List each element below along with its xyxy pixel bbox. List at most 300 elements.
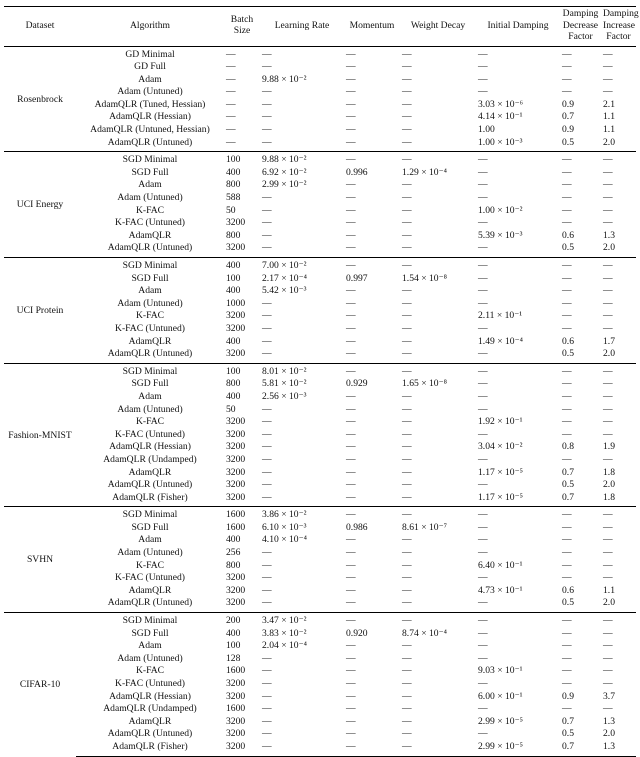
damping-decrease-cell: 0.5 bbox=[562, 136, 574, 148]
initial-damping-cell: — bbox=[476, 363, 560, 378]
algorithm-name: Adam (Untuned) bbox=[117, 547, 183, 559]
batch-size-cell: — bbox=[226, 73, 236, 85]
momentum-cell: — bbox=[346, 390, 356, 402]
initial-damping-cell: — bbox=[478, 547, 488, 559]
initial-damping-cell: 4.14 × 10⁻¹ bbox=[478, 111, 523, 123]
damping-decrease-cell: — bbox=[562, 285, 572, 297]
algorithm-name: SGD Full bbox=[131, 272, 169, 284]
batch-size-cell: 3200 bbox=[226, 348, 246, 360]
algorithm-name: Adam (Untuned) bbox=[117, 403, 183, 415]
batch-size-cell: — bbox=[226, 98, 236, 110]
learning-rate-cell: — bbox=[262, 322, 272, 334]
header-momentum: Momentum bbox=[344, 7, 400, 47]
learning-rate-cell: 9.88 × 10⁻² bbox=[262, 73, 307, 85]
damping-decrease-cell: 0.9 bbox=[562, 124, 574, 136]
initial-damping-cell: — bbox=[478, 192, 488, 204]
momentum-cell: — bbox=[346, 466, 356, 478]
momentum-cell: — bbox=[344, 507, 400, 522]
header-batch-size: Batch Size bbox=[224, 7, 260, 47]
momentum-cell: — bbox=[346, 192, 356, 204]
table-row bbox=[4, 665, 636, 678]
damping-increase-cell: 2.0 bbox=[603, 728, 615, 740]
damping-increase-cell: — bbox=[603, 192, 613, 204]
algorithm-name: K-FAC bbox=[135, 665, 165, 677]
table-row bbox=[4, 152, 636, 167]
algorithm-name: K-FAC bbox=[135, 310, 165, 322]
learning-rate-cell: — bbox=[262, 715, 272, 727]
initial-damping-cell: 4.73 × 10⁻¹ bbox=[478, 584, 523, 596]
momentum-cell: — bbox=[346, 572, 356, 584]
table-row bbox=[4, 323, 636, 336]
batch-size-cell: 400 bbox=[226, 627, 241, 639]
batch-size-cell: 800 bbox=[226, 559, 241, 571]
algorithm-name: SGD Full bbox=[131, 166, 169, 178]
damping-decrease-cell: 0.5 bbox=[562, 597, 574, 609]
momentum-cell: — bbox=[346, 310, 356, 322]
weight-decay-cell: — bbox=[402, 73, 412, 85]
algorithm-name: AdamQLR (Hessian) bbox=[109, 441, 191, 453]
damping-decrease-cell: 0.5 bbox=[562, 479, 574, 491]
damping-decrease-cell: — bbox=[560, 507, 601, 522]
algorithm-name: AdamQLR (Tuned, Hessian) bbox=[94, 98, 206, 110]
damping-decrease-cell: 0.7 bbox=[562, 491, 574, 503]
damping-decrease-cell: 0.6 bbox=[562, 335, 574, 347]
damping-decrease-cell: — bbox=[562, 272, 572, 284]
initial-damping-cell: 1.00 × 10⁻³ bbox=[478, 136, 523, 148]
table-row bbox=[4, 99, 636, 112]
learning-rate-cell: — bbox=[262, 61, 272, 73]
damping-increase-cell: 1.3 bbox=[603, 715, 615, 727]
damping-increase-cell: — bbox=[603, 310, 613, 322]
algorithm-name: AdamQLR (Fisher) bbox=[76, 741, 224, 756]
algorithm-name: K-FAC bbox=[135, 559, 165, 571]
initial-damping-cell: — bbox=[476, 507, 560, 522]
damping-increase-cell: 2.0 bbox=[603, 479, 615, 491]
damping-increase-cell: — bbox=[603, 559, 613, 571]
batch-size-cell: 100 bbox=[224, 152, 260, 167]
batch-size-cell: 50 bbox=[226, 403, 236, 415]
algorithm-name: Adam (Untuned) bbox=[117, 192, 183, 204]
learning-rate-cell: — bbox=[262, 348, 272, 360]
weight-decay-cell: — bbox=[402, 179, 412, 191]
table-row bbox=[4, 404, 636, 417]
table-row bbox=[4, 691, 636, 704]
batch-size-cell: — bbox=[226, 61, 236, 73]
damping-decrease-cell: — bbox=[562, 310, 572, 322]
damping-increase-cell: — bbox=[601, 613, 636, 628]
initial-damping-cell: 3.04 × 10⁻² bbox=[478, 441, 523, 453]
damping-increase-cell: — bbox=[603, 73, 613, 85]
momentum-cell: — bbox=[346, 597, 356, 609]
damping-increase-cell: 2.0 bbox=[603, 242, 615, 254]
momentum-cell: — bbox=[346, 242, 356, 254]
weight-decay-cell: — bbox=[402, 297, 412, 309]
table-row bbox=[4, 124, 636, 137]
algorithm-name: K-FAC (Untuned) bbox=[115, 678, 185, 689]
momentum-cell: — bbox=[346, 322, 356, 334]
learning-rate-cell: — bbox=[262, 572, 272, 584]
damping-decrease-cell: — bbox=[562, 61, 572, 73]
batch-size-cell: 800 bbox=[226, 229, 241, 241]
momentum-cell: — bbox=[344, 613, 400, 628]
batch-size-cell: 3200 bbox=[226, 572, 246, 584]
damping-decrease-cell: — bbox=[562, 572, 572, 584]
initial-damping-cell: — bbox=[478, 348, 488, 360]
weight-decay-cell: — bbox=[400, 741, 476, 756]
table-row bbox=[4, 454, 636, 467]
table-row bbox=[4, 230, 636, 243]
batch-size-cell: 100 bbox=[224, 363, 260, 378]
table-row bbox=[4, 560, 636, 573]
table-row bbox=[4, 479, 636, 492]
damping-increase-cell: — bbox=[603, 534, 613, 546]
table-header bbox=[4, 7, 639, 47]
momentum-cell: — bbox=[346, 61, 356, 73]
momentum-cell: — bbox=[346, 124, 356, 136]
learning-rate-cell: 2.56 × 10⁻³ bbox=[262, 390, 307, 402]
learning-rate-cell: — bbox=[262, 678, 272, 689]
header-learning-rate: Learning Rate bbox=[260, 7, 344, 47]
batch-size-cell: 3200 bbox=[226, 728, 246, 740]
table-row bbox=[4, 111, 636, 124]
dataset-group bbox=[4, 46, 636, 152]
damping-decrease-cell: — bbox=[560, 258, 601, 273]
algorithm-name: Adam bbox=[138, 73, 162, 85]
table-row bbox=[4, 492, 636, 507]
damping-decrease-cell: — bbox=[560, 363, 601, 378]
table-row bbox=[4, 597, 636, 612]
weight-decay-cell: — bbox=[402, 678, 412, 689]
weight-decay-cell: — bbox=[402, 229, 412, 241]
weight-decay-cell: — bbox=[402, 728, 412, 740]
damping-increase-cell: 1.7 bbox=[603, 335, 615, 347]
table-row bbox=[4, 273, 636, 286]
algorithm-name: K-FAC bbox=[135, 204, 165, 216]
batch-size-cell: — bbox=[226, 111, 236, 123]
damping-increase-cell: 1.9 bbox=[603, 441, 615, 453]
weight-decay-cell: 1.65 × 10⁻⁸ bbox=[402, 378, 447, 390]
weight-decay-cell: — bbox=[402, 285, 412, 297]
damping-decrease-cell: — bbox=[562, 179, 572, 191]
table-row bbox=[4, 653, 636, 666]
table-row bbox=[4, 728, 636, 741]
batch-size-cell: 1600 bbox=[226, 521, 246, 533]
algorithm-name: AdamQLR bbox=[128, 715, 172, 727]
damping-increase-cell: — bbox=[601, 507, 636, 522]
damping-decrease-cell: 0.7 bbox=[562, 111, 574, 123]
table-row bbox=[4, 205, 636, 218]
initial-damping-cell: 1.00 bbox=[478, 124, 495, 136]
initial-damping-cell: — bbox=[478, 640, 488, 652]
weight-decay-cell: — bbox=[402, 640, 412, 652]
learning-rate-cell: 8.01 × 10⁻² bbox=[260, 363, 344, 378]
damping-decrease-cell: — bbox=[560, 613, 601, 628]
table-row bbox=[4, 416, 636, 429]
batch-size-cell: — bbox=[226, 48, 236, 60]
batch-size-cell: 1600 bbox=[224, 507, 260, 522]
weight-decay-cell: — bbox=[402, 453, 412, 465]
learning-rate-cell: — bbox=[262, 441, 272, 453]
learning-rate-cell: — bbox=[262, 192, 272, 204]
momentum-cell: — bbox=[346, 86, 356, 98]
batch-size-cell: 400 bbox=[226, 534, 241, 546]
damping-increase-cell: — bbox=[603, 428, 613, 440]
weight-decay-cell: — bbox=[402, 665, 412, 677]
initial-damping-cell: — bbox=[478, 652, 488, 664]
header-weight-decay: Weight Decay bbox=[400, 7, 476, 47]
learning-rate-cell: — bbox=[262, 242, 272, 254]
initial-damping-cell: 1.92 × 10⁻¹ bbox=[478, 416, 523, 428]
momentum-cell: 0.997 bbox=[346, 272, 368, 284]
damping-increase-cell: 1.1 bbox=[603, 584, 615, 596]
batch-size-cell: — bbox=[226, 136, 236, 148]
damping-increase-cell: — bbox=[603, 166, 613, 178]
learning-rate-cell: — bbox=[262, 652, 272, 664]
table-row bbox=[4, 298, 636, 311]
damping-decrease-cell: — bbox=[562, 297, 572, 309]
momentum-cell: — bbox=[346, 348, 356, 360]
dataset-group bbox=[4, 613, 636, 757]
table-row bbox=[4, 137, 636, 152]
weight-decay-cell: — bbox=[402, 86, 412, 98]
momentum-cell: — bbox=[346, 728, 356, 740]
damping-decrease-cell: 0.8 bbox=[562, 441, 574, 453]
learning-rate-cell: — bbox=[262, 491, 272, 503]
table-row bbox=[4, 613, 636, 628]
damping-increase-cell: — bbox=[603, 453, 613, 465]
damping-decrease-cell: — bbox=[562, 640, 572, 652]
batch-size-cell: 3200 bbox=[226, 690, 246, 702]
momentum-cell: — bbox=[346, 416, 356, 428]
table-row bbox=[4, 547, 636, 560]
weight-decay-cell: — bbox=[402, 547, 412, 559]
batch-size-cell: 3200 bbox=[226, 479, 246, 491]
learning-rate-cell: — bbox=[262, 124, 272, 136]
damping-decrease-cell: — bbox=[562, 703, 572, 715]
table-row bbox=[4, 348, 636, 363]
algorithm-name: SGD Minimal bbox=[76, 258, 224, 273]
initial-damping-cell: — bbox=[476, 152, 560, 167]
initial-damping-cell: — bbox=[478, 627, 488, 639]
damping-decrease-cell: 0.5 bbox=[562, 348, 574, 360]
momentum-cell: — bbox=[346, 217, 356, 229]
initial-damping-cell: — bbox=[478, 390, 488, 402]
weight-decay-cell: — bbox=[402, 491, 412, 503]
weight-decay-cell: — bbox=[402, 428, 412, 440]
weight-decay-cell: — bbox=[402, 559, 412, 571]
learning-rate-cell: 3.86 × 10⁻² bbox=[260, 507, 344, 522]
algorithm-name: AdamQLR (Untuned) bbox=[107, 348, 193, 360]
learning-rate-cell: — bbox=[262, 466, 272, 478]
momentum-cell: — bbox=[346, 403, 356, 415]
algorithm-name: AdamQLR (Untuned) bbox=[107, 728, 193, 740]
batch-size-cell: 3200 bbox=[226, 597, 246, 609]
batch-size-cell: 3200 bbox=[226, 428, 246, 440]
damping-decrease-cell: — bbox=[562, 166, 572, 178]
initial-damping-cell: — bbox=[478, 322, 488, 334]
momentum-cell: — bbox=[346, 640, 356, 652]
weight-decay-cell: — bbox=[402, 715, 412, 727]
momentum-cell: — bbox=[346, 703, 356, 715]
learning-rate-cell: — bbox=[262, 665, 272, 677]
learning-rate-cell: — bbox=[262, 48, 272, 60]
learning-rate-cell: — bbox=[262, 86, 272, 98]
initial-damping-cell: — bbox=[478, 403, 488, 415]
algorithm-name: K-FAC (Untuned) bbox=[115, 322, 185, 334]
table-row bbox=[4, 86, 636, 99]
damping-decrease-cell: — bbox=[562, 73, 572, 85]
learning-rate-cell: — bbox=[262, 416, 272, 428]
weight-decay-cell: — bbox=[402, 584, 412, 596]
momentum-cell: — bbox=[346, 534, 356, 546]
momentum-cell: — bbox=[346, 678, 356, 689]
momentum-cell: — bbox=[346, 111, 356, 123]
batch-size-cell: 588 bbox=[226, 192, 241, 204]
damping-increase-cell: — bbox=[603, 322, 613, 334]
dataset-group bbox=[4, 152, 636, 258]
batch-size-cell: 1600 bbox=[226, 665, 246, 677]
damping-increase-cell: — bbox=[603, 652, 613, 664]
initial-damping-cell: — bbox=[478, 61, 488, 73]
damping-increase-cell: — bbox=[603, 627, 613, 639]
learning-rate-cell: — bbox=[262, 335, 272, 347]
weight-decay-cell: — bbox=[402, 192, 412, 204]
damping-increase-cell: 1.1 bbox=[603, 124, 615, 136]
dataset-group bbox=[4, 363, 636, 507]
learning-rate-cell: 3.47 × 10⁻² bbox=[260, 613, 344, 628]
momentum-cell: — bbox=[346, 136, 356, 148]
damping-decrease-cell: 0.9 bbox=[562, 690, 574, 702]
table-row bbox=[4, 363, 636, 378]
batch-size-cell: 400 bbox=[224, 258, 260, 273]
table-row bbox=[4, 179, 636, 192]
algorithm-name: SGD Minimal bbox=[76, 613, 224, 628]
weight-decay-cell: — bbox=[402, 98, 412, 110]
damping-increase-cell: — bbox=[603, 703, 613, 715]
weight-decay-cell: — bbox=[402, 348, 412, 360]
damping-increase-cell: — bbox=[603, 378, 613, 390]
batch-size-cell: 3200 bbox=[226, 242, 246, 254]
table-row bbox=[4, 716, 636, 729]
initial-damping-cell: 6.00 × 10⁻¹ bbox=[478, 690, 523, 702]
weight-decay-cell: — bbox=[402, 403, 412, 415]
learning-rate-cell: 4.10 × 10⁻⁴ bbox=[262, 534, 307, 546]
initial-damping-cell: 9.03 × 10⁻¹ bbox=[478, 665, 523, 677]
dataset-name: SVHN bbox=[4, 507, 76, 613]
damping-decrease-cell: — bbox=[562, 521, 572, 533]
damping-increase-cell: 2.1 bbox=[603, 98, 615, 110]
momentum-cell: — bbox=[346, 441, 356, 453]
weight-decay-cell: — bbox=[402, 111, 412, 123]
table-row bbox=[4, 336, 636, 349]
initial-damping-cell: 2.11 × 10⁻¹ bbox=[478, 310, 523, 322]
header-damping-decrease-factor: Damping Decrease Factor bbox=[560, 7, 601, 47]
initial-damping-cell: 1.17 × 10⁻⁵ bbox=[478, 466, 523, 478]
learning-rate-cell: — bbox=[262, 204, 272, 216]
initial-damping-cell: — bbox=[478, 217, 488, 229]
damping-decrease-cell: — bbox=[562, 378, 572, 390]
weight-decay-cell: — bbox=[402, 479, 412, 491]
damping-decrease-cell: — bbox=[562, 665, 572, 677]
dataset-group bbox=[4, 507, 636, 613]
momentum-cell: — bbox=[346, 73, 356, 85]
batch-size-cell: 100 bbox=[226, 272, 241, 284]
algorithm-name: AdamQLR (Undamped) bbox=[103, 703, 197, 715]
learning-rate-cell: — bbox=[260, 741, 344, 756]
initial-damping-cell: 2.99 × 10⁻⁵ bbox=[476, 741, 560, 756]
damping-increase-cell: 1.3 bbox=[603, 229, 615, 241]
batch-size-cell: — bbox=[226, 124, 236, 136]
momentum-cell: — bbox=[346, 479, 356, 491]
initial-damping-cell: — bbox=[478, 285, 488, 297]
batch-size-cell: 3200 bbox=[226, 453, 246, 465]
table-row bbox=[4, 640, 636, 653]
damping-increase-cell: — bbox=[603, 640, 613, 652]
initial-damping-cell: — bbox=[478, 678, 488, 689]
damping-decrease-cell: — bbox=[562, 652, 572, 664]
momentum-cell: — bbox=[346, 665, 356, 677]
algorithm-name: AdamQLR (Hessian) bbox=[109, 690, 191, 702]
learning-rate-cell: — bbox=[262, 690, 272, 702]
batch-size-cell: 128 bbox=[226, 652, 241, 664]
batch-size-cell: 3200 bbox=[224, 741, 260, 756]
momentum-cell: — bbox=[346, 428, 356, 440]
initial-damping-cell: — bbox=[478, 378, 488, 390]
weight-decay-cell: 1.29 × 10⁻⁴ bbox=[402, 166, 447, 178]
algorithm-name: SGD Full bbox=[131, 378, 169, 390]
table-row bbox=[4, 678, 636, 691]
algorithm-name: K-FAC (Untuned) bbox=[115, 428, 185, 440]
initial-damping-cell: — bbox=[478, 73, 488, 85]
damping-decrease-cell: — bbox=[562, 678, 572, 689]
header-damping-increase-factor: Damping Increase Factor bbox=[601, 7, 636, 47]
damping-increase-cell: — bbox=[601, 258, 636, 273]
damping-decrease-cell: — bbox=[562, 559, 572, 571]
momentum-cell: — bbox=[346, 559, 356, 571]
learning-rate-cell: — bbox=[262, 597, 272, 609]
damping-increase-cell: 1.1 bbox=[603, 111, 615, 123]
momentum-cell: 0.929 bbox=[346, 378, 368, 390]
table-row bbox=[4, 258, 636, 273]
damping-increase-cell: — bbox=[603, 179, 613, 191]
algorithm-name: Adam bbox=[138, 285, 162, 297]
batch-size-cell: 3200 bbox=[226, 441, 246, 453]
momentum-cell: — bbox=[346, 652, 356, 664]
momentum-cell: — bbox=[346, 229, 356, 241]
hyperparameter-table bbox=[4, 6, 639, 757]
initial-damping-cell: — bbox=[478, 703, 488, 715]
learning-rate-cell: 3.83 × 10⁻² bbox=[262, 627, 307, 639]
learning-rate-cell: — bbox=[262, 479, 272, 491]
damping-increase-cell: — bbox=[603, 390, 613, 402]
damping-increase-cell: — bbox=[603, 285, 613, 297]
learning-rate-cell: — bbox=[262, 728, 272, 740]
dataset-name: UCI Energy bbox=[4, 152, 76, 258]
algorithm-name: AdamQLR bbox=[128, 229, 172, 241]
batch-size-cell: 3200 bbox=[226, 678, 246, 689]
algorithm-name: AdamQLR (Untuned) bbox=[107, 597, 193, 609]
damping-decrease-cell: — bbox=[560, 152, 601, 167]
learning-rate-cell: 6.92 × 10⁻² bbox=[262, 166, 307, 178]
dataset-name: UCI Protein bbox=[4, 258, 76, 364]
batch-size-cell: 3200 bbox=[226, 310, 246, 322]
weight-decay-cell: — bbox=[400, 507, 476, 522]
damping-decrease-cell: — bbox=[562, 217, 572, 229]
initial-damping-cell: — bbox=[476, 613, 560, 628]
weight-decay-cell: 8.74 × 10⁻⁴ bbox=[402, 627, 447, 639]
initial-damping-cell: — bbox=[478, 597, 488, 609]
header-dataset: Dataset bbox=[4, 7, 76, 47]
